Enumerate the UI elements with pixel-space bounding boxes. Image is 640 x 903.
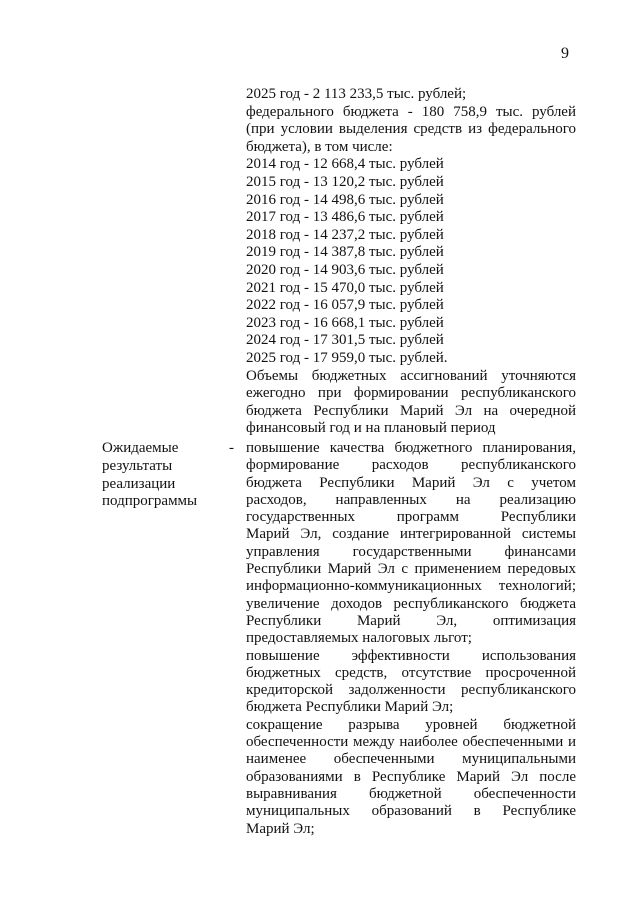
results-label-line: Ожидаемые (102, 440, 179, 456)
funding-note-line: Объемы бюджетных ассигнований уточняются (246, 367, 576, 384)
funding-line: 2021 год - 15 470,0 тыс. рублей (246, 279, 444, 296)
funding-note-line: ежегодно при формировании республиканского (246, 385, 576, 402)
results-line: бюджета Республики Марий Эл с учетом (246, 474, 576, 491)
funding-line: 2017 год - 13 486,6 тыс. рублей (246, 209, 444, 226)
page-number: 9 (561, 45, 569, 62)
results-line: повышение качества бюджетного планирования, (246, 440, 576, 456)
results-label-line: результаты (102, 457, 173, 474)
funding-line: 2016 год - 14 498,6 тыс. рублей (246, 191, 444, 208)
results-line: предоставляемых налоговых льгот; (246, 630, 472, 647)
results-line: информационно-коммуникационных технологий; (246, 578, 576, 595)
results-line: обеспеченности между наиболее обеспеченными и (246, 734, 576, 751)
funding-volumes-block (246, 86, 576, 438)
results-label (102, 440, 222, 511)
funding-line: 2024 год - 17 301,5 тыс. рублей (246, 332, 444, 349)
funding-line: 2018 год - 14 237,2 тыс. рублей (246, 226, 444, 243)
results-line: сокращение разрыва уровней бюджетной (246, 716, 576, 733)
results-dash: - (229, 440, 234, 456)
results-line: Марий Эл, создание интегрированной системы (246, 526, 576, 543)
funding-line: 2014 год - 12 668,4 тыс. рублей (246, 156, 444, 173)
results-line: увеличение доходов республиканского бюджета (246, 595, 576, 612)
results-line: муниципальных образований в Республике (246, 803, 576, 820)
results-line: Республики Марий Эл, оптимизация (246, 612, 576, 629)
funding-line: 2019 год - 14 387,8 тыс. рублей (246, 244, 444, 261)
funding-note-line: финансовый год и на плановый период (246, 420, 496, 437)
funding-line: федерального бюджета - 180 758,9 тыс. рублей (246, 103, 576, 120)
results-label-line: подпрограммы (102, 493, 198, 510)
results-line: государственных программ Республики (246, 509, 576, 526)
funding-line: 2025 год - 2 113 233,5 тыс. рублей; (246, 86, 467, 102)
results-line: наименее обеспеченными муниципальными (246, 751, 576, 768)
results-line: расходов, направленных на реализацию (246, 491, 576, 508)
results-line: выравнивания бюджетной обеспеченности (246, 785, 576, 802)
expected-results-block (246, 440, 576, 838)
results-line: бюджетных средств, отсутствие просроченной (246, 664, 576, 681)
funding-line: бюджета), в том числе: (246, 138, 393, 155)
results-line: образованиями в Республике Марий Эл после (246, 768, 576, 785)
results-line: кредиторской задолженности республиканского (246, 682, 576, 699)
funding-line: (при условии выделения средств из федерального (246, 121, 576, 138)
funding-line: 2022 год - 16 057,9 тыс. рублей (246, 297, 444, 314)
funding-note-line: бюджета Республики Марий Эл на очередной (246, 402, 576, 419)
results-line: бюджета Республики Марий Эл; (246, 699, 454, 716)
results-line: повышение эффективности использования (246, 647, 576, 664)
funding-line: 2025 год - 17 959,0 тыс. рублей. (246, 349, 448, 366)
funding-line: 2023 год - 16 668,1 тыс. рублей (246, 314, 444, 331)
funding-line: 2015 год - 13 120,2 тыс. рублей (246, 173, 444, 190)
results-label-line: реализации (102, 475, 176, 492)
results-line: Республики Марий Эл с применением передовых (246, 561, 576, 578)
results-line: Марий Эл; (246, 820, 315, 837)
funding-line: 2020 год - 14 903,6 тыс. рублей (246, 261, 444, 278)
results-line: управления государственными финансами (246, 543, 576, 560)
results-line: формирование расходов республиканского (246, 457, 576, 474)
